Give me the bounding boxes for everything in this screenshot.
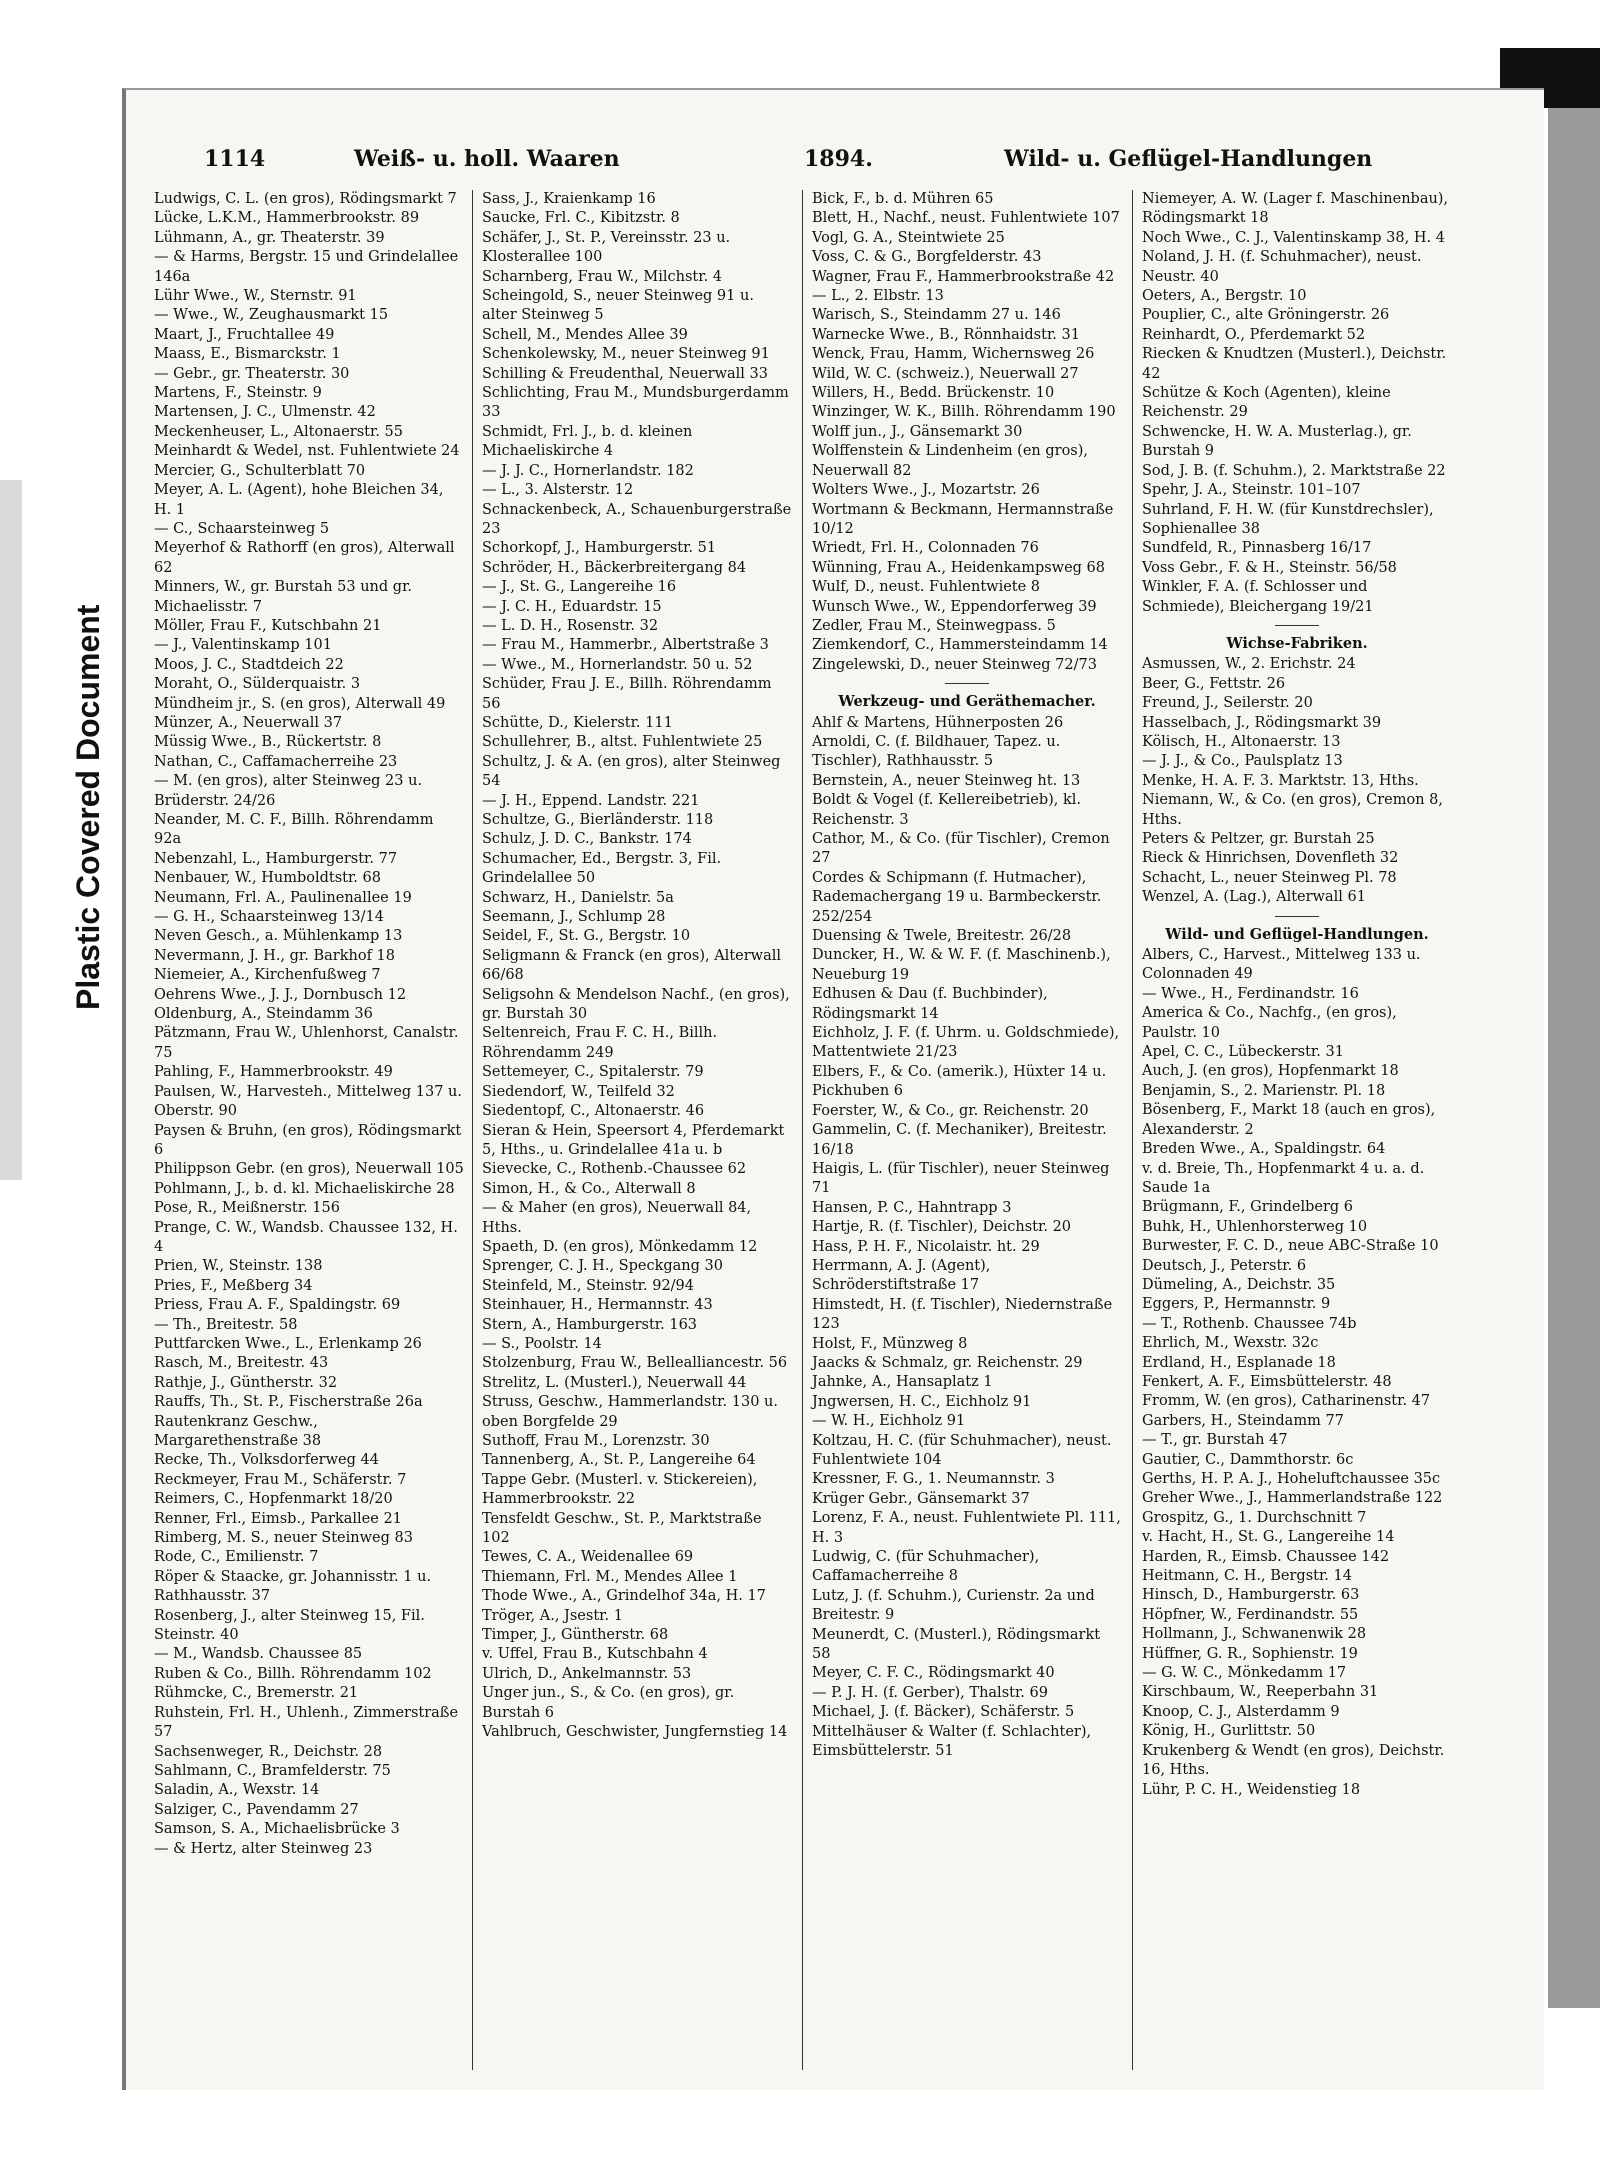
directory-entry: Rasch, M., Breitestr. 43 bbox=[154, 1355, 329, 1372]
directory-entry: Rode, C., Emilienstr. 7 bbox=[154, 1549, 319, 1566]
directory-entry: Reckmeyer, Frau M., Schäferstr. 7 bbox=[154, 1471, 407, 1488]
directory-entry: — J. H., Eppend. Landstr. 221 bbox=[482, 792, 700, 809]
directory-entry: Pohlmann, J., b. d. kl. Michaeliskirche 28 bbox=[154, 1180, 455, 1197]
header-left-title: Weiß- u. holl. Waaren bbox=[354, 146, 620, 172]
directory-entry: Wagner, Frau F., Hammerbrookstraße 42 bbox=[812, 268, 1115, 285]
directory-entry: Sprenger, C. J. H., Speckgang 30 bbox=[482, 1258, 723, 1275]
directory-entry: Maart, J., Fruchtallee 49 bbox=[154, 326, 335, 343]
directory-entry: Gautier, C., Dammthorstr. 6c bbox=[1142, 1451, 1354, 1468]
column-divider bbox=[1132, 190, 1133, 2070]
directory-entry: Seemann, J., Schlump 28 bbox=[482, 909, 666, 926]
directory-entry: Rathje, J., Güntherstr. 32 bbox=[154, 1374, 338, 1391]
directory-entry: Nathan, C., Caffamacherreihe 23 bbox=[154, 753, 398, 770]
directory-entry: Neander, M. C. F., Billh. Röhrendamm 92a bbox=[154, 812, 434, 848]
directory-entry: Sod, J. B. (f. Schuhm.), 2. Marktstraße 22 bbox=[1142, 462, 1446, 479]
directory-entry: Schnackenbeck, A., Schauenburgerstraße 23 bbox=[482, 501, 792, 537]
directory-entry: Lühr, P. C. H., Weidenstieg 18 bbox=[1142, 1781, 1361, 1798]
section-rule bbox=[1275, 916, 1319, 917]
directory-entry: Suhrland, F. H. W. (für Kunstdrechsler), Sophienallee 38 bbox=[1142, 501, 1434, 537]
directory-entry: — & Maher (en gros), Neuerwall 84, Hths. bbox=[482, 1200, 752, 1236]
directory-entry: Prange, C. W., Wandsb. Chaussee 132, H. 4 bbox=[154, 1219, 458, 1255]
directory-entry: Stern, A., Hamburgerstr. 163 bbox=[482, 1316, 698, 1333]
directory-entry: Neumann, Frl. A., Paulinenallee 19 bbox=[154, 889, 412, 906]
directory-entry: Wortmann & Beckmann, Hermannstraße 10/12 bbox=[812, 501, 1114, 537]
directory-entry: Voss, C. & G., Borgfelderstr. 43 bbox=[812, 249, 1042, 266]
directory-entry: Krukenberg & Wendt (en gros), Deichstr. 16, Hths. bbox=[1142, 1742, 1445, 1779]
directory-entry: Zedler, Frau M., Steinwegpass. 5 bbox=[812, 617, 1056, 634]
directory-entry: Lorenz, F. A., neust. Fuhlentwiete Pl. 111, H. 3 bbox=[812, 1510, 1121, 1546]
directory-entry: Ruben & Co., Billh. Röhrendamm 102 bbox=[154, 1665, 432, 1682]
directory-entry: Schütze & Koch (Agenten), kleine Reichenstr. 29 bbox=[1142, 385, 1391, 421]
directory-entry: Benjamin, S., 2. Marienstr. Pl. 18 bbox=[1142, 1082, 1386, 1099]
directory-entry: — Wwe., H., Ferdinandstr. 16 bbox=[1142, 985, 1359, 1002]
left-edge-shadow bbox=[0, 480, 22, 1180]
directory-entry: Salziger, C., Pavendamm 27 bbox=[154, 1801, 359, 1818]
directory-entry: Sachsenweger, R., Deichstr. 28 bbox=[154, 1743, 383, 1760]
directory-entry: Samson, S. A., Michaelisbrücke 3 bbox=[154, 1821, 400, 1838]
directory-entry: — J., St. G., Langereihe 16 bbox=[482, 579, 677, 596]
section-rule bbox=[945, 683, 989, 684]
directory-entry: Knoop, C. J., Alsterdamm 9 bbox=[1142, 1703, 1340, 1720]
directory-entry: Krüger Gebr., Gänsemarkt 37 bbox=[812, 1490, 1030, 1507]
column-divider bbox=[802, 190, 803, 2070]
directory-entry: Himstedt, H. (f. Tischler), Niedernstraße 123 bbox=[812, 1296, 1113, 1333]
directory-entry: Jahnke, A., Hansaplatz 1 bbox=[812, 1374, 993, 1391]
directory-entry: — J. J. C., Hornerlandstr. 182 bbox=[482, 462, 694, 479]
directory-entry: Hollmann, J., Schwanenwik 28 bbox=[1142, 1626, 1367, 1643]
directory-entry: Elbers, F., & Co. (amerik.), Hüxter 14 u. Pickhuben 6 bbox=[812, 1063, 1107, 1100]
directory-entry: Herrmann, A. J. (Agent), Schröderstiftstraße 17 bbox=[812, 1257, 991, 1294]
directory-entry: Sahlmann, C., Bramfelderstr. 75 bbox=[154, 1762, 391, 1779]
directory-entry: Gammelin, C. (f. Mechaniker), Breitestr. 16/18 bbox=[812, 1122, 1107, 1158]
directory-entry: Wenck, Frau, Hamm, Wichernsweg 26 bbox=[812, 346, 1095, 363]
directory-entry: Martensen, J. C., Ulmenstr. 42 bbox=[154, 404, 376, 421]
column-2 bbox=[482, 190, 792, 1743]
column-4 bbox=[1142, 190, 1452, 1800]
directory-entry: Seligmann & Franck (en gros), Alterwall 66/68 bbox=[482, 947, 781, 984]
directory-entry: — J., Valentinskamp 101 bbox=[154, 637, 332, 654]
directory-entry: Reinhardt, O., Pferdemarkt 52 bbox=[1142, 326, 1366, 343]
directory-entry: Zingelewski, D., neuer Steinweg 72/73 bbox=[812, 656, 1097, 673]
directory-entry: Schmidt, Frl. J., b. d. kleinen Michaeliskirche 4 bbox=[482, 423, 693, 460]
directory-entry: Beer, G., Fettstr. 26 bbox=[1142, 675, 1286, 692]
directory-entry: Warisch, S., Steindamm 27 u. 146 bbox=[812, 307, 1061, 324]
side-label: Plastic Covered Document bbox=[70, 604, 106, 1010]
page-header bbox=[204, 146, 1464, 182]
directory-entry: Nenbauer, W., Humboldtstr. 68 bbox=[154, 870, 381, 887]
directory-entry: Mercier, G., Schulterblatt 70 bbox=[154, 462, 366, 479]
directory-entry: Kölisch, H., Altonaerstr. 13 bbox=[1142, 733, 1341, 750]
directory-entry: Asmussen, W., 2. Erichstr. 24 bbox=[1142, 656, 1356, 673]
directory-entry: Schütte, D., Kielerstr. 111 bbox=[482, 714, 673, 731]
directory-entry: Jaacks & Schmalz, gr. Reichenstr. 29 bbox=[812, 1354, 1083, 1371]
directory-entry: Niemeyer, A. W. (Lager f. Maschinenbau), Rödingsmarkt 18 bbox=[1142, 191, 1449, 227]
directory-entry: Schwencke, H. W. A. Musterlag.), gr. Burstah 9 bbox=[1142, 423, 1412, 460]
directory-entry: Buhk, H., Uhlenhorsterweg 10 bbox=[1142, 1218, 1368, 1235]
directory-entry: — G. W. C., Mönkedamm 17 bbox=[1142, 1665, 1347, 1682]
directory-entry: Schullehrer, B., altst. Fuhlentwiete 25 bbox=[482, 734, 763, 751]
directory-entry: Oldenburg, A., Steindamm 36 bbox=[154, 1006, 373, 1023]
directory-entry: — G. H., Schaarsteinweg 13/14 bbox=[154, 909, 384, 926]
column-divider bbox=[472, 190, 473, 2070]
directory-entry: Hass, P. H. F., Nicolaistr. ht. 29 bbox=[812, 1238, 1040, 1255]
directory-entry: Tewes, C. A., Weidenallee 69 bbox=[482, 1549, 694, 1566]
directory-entry: Auch, J. (en gros), Hopfenmarkt 18 bbox=[1142, 1063, 1399, 1080]
directory-entry: Struss, Geschw., Hammerlandstr. 130 u. oben Borgfelde 29 bbox=[482, 1394, 778, 1430]
directory-entry: — L., 2. Elbstr. 13 bbox=[812, 288, 944, 305]
directory-entry: Nevermann, J. H., gr. Barkhof 18 bbox=[154, 947, 395, 964]
directory-entry: Cordes & Schipmann (f. Hutmacher), Rademachergang 19 u. Barmbeckerstr. 252/254 bbox=[812, 869, 1102, 925]
directory-entry: Bösenberg, F., Markt 18 (auch en gros), Alexanderstr. 2 bbox=[1142, 1102, 1436, 1138]
directory-entry: Hüffner, G. R., Sophienstr. 19 bbox=[1142, 1645, 1358, 1662]
directory-entry: Rühmcke, C., Bremerstr. 21 bbox=[154, 1685, 359, 1702]
directory-entry: — Frau M., Hammerbr., Albertstraße 3 bbox=[482, 637, 769, 654]
directory-entry: Meyerhof & Rathorff (en gros), Alterwall 62 bbox=[154, 540, 455, 576]
directory-entry: America & Co., Nachfg., (en gros), Paulstr. 10 bbox=[1142, 1005, 1397, 1041]
directory-entry: Lutz, J. (f. Schuhm.), Curienstr. 2a und Breitestr. 9 bbox=[812, 1587, 1095, 1624]
header-right-title: Wild- u. Geflügel-Handlungen bbox=[1004, 146, 1373, 172]
directory-entry: Maass, E., Bismarckstr. 1 bbox=[154, 346, 341, 363]
directory-entry: Münzer, A., Neuerwall 37 bbox=[154, 714, 343, 731]
directory-entry: Pose, R., Meißnerstr. 156 bbox=[154, 1200, 340, 1217]
directory-entry: — Wwe., W., Zeughausmarkt 15 bbox=[154, 307, 389, 324]
directory-entry: Mittelhäuser & Walter (f. Schlachter), Eimsbüttelerstr. 51 bbox=[812, 1723, 1092, 1760]
directory-entry: Steinfeld, M., Steinstr. 92/94 bbox=[482, 1277, 695, 1294]
directory-entry: Spaeth, D. (en gros), Mönkedamm 12 bbox=[482, 1238, 758, 1255]
directory-entry: Grospitz, G., 1. Durchschnitt 7 bbox=[1142, 1509, 1367, 1526]
directory-entry: Burwester, F. C. D., neue ABC-Straße 10 bbox=[1142, 1238, 1439, 1255]
directory-entry: Kressner, F. G., 1. Neumannstr. 3 bbox=[812, 1471, 1055, 1488]
directory-entry: Tröger, A., Jsestr. 1 bbox=[482, 1607, 623, 1624]
directory-entry: Lühmann, A., gr. Theaterstr. 39 bbox=[154, 229, 385, 246]
directory-entry: Blett, H., Nachf., neust. Fuhlentwiete 107 bbox=[812, 210, 1120, 227]
directory-entry: Unger jun., S., & Co. (en gros), gr. Burstah 6 bbox=[482, 1685, 735, 1721]
directory-entry: Peters & Peltzer, gr. Burstah 25 bbox=[1142, 831, 1375, 847]
directory-entry: Lühr Wwe., W., Sternstr. 91 bbox=[154, 288, 357, 305]
directory-entry: Ziemkendorf, C., Hammersteindamm 14 bbox=[812, 637, 1108, 654]
directory-entry: Winzinger, W. K., Billh. Röhrendamm 190 bbox=[812, 404, 1116, 421]
directory-entry: Ludwigs, C. L. (en gros), Rödingsmarkt 7 bbox=[154, 191, 457, 207]
directory-entry: Schorkopf, J., Hamburgerstr. 51 bbox=[482, 540, 717, 557]
directory-entry: Noland, J. H. (f. Schuhmacher), neust. Neustr. 40 bbox=[1142, 249, 1422, 285]
directory-entry: Schultze, G., Bierländerstr. 118 bbox=[482, 812, 714, 828]
directory-entry: Scharnberg, Frau W., Milchstr. 4 bbox=[482, 268, 723, 285]
directory-entry: Reimers, C., Hopfenmarkt 18/20 bbox=[154, 1491, 393, 1508]
directory-entry: Rosenberg, J., alter Steinweg 15, Fil. Steinstr. 40 bbox=[154, 1607, 425, 1644]
directory-entry: Oeters, A., Bergstr. 10 bbox=[1142, 288, 1307, 305]
directory-entry: Settemeyer, C., Spitalerstr. 79 bbox=[482, 1064, 704, 1081]
directory-entry: Wulf, D., neust. Fuhlentwiete 8 bbox=[812, 579, 1041, 596]
directory-entry: v. Uffel, Frau B., Kutschbahn 4 bbox=[482, 1646, 708, 1663]
directory-entry: Fenkert, A. F., Eimsbüttelerstr. 48 bbox=[1142, 1373, 1392, 1390]
directory-entry: Moos, J. C., Stadtdeich 22 bbox=[154, 656, 344, 673]
directory-entry: Breden Wwe., A., Spaldingstr. 64 bbox=[1142, 1141, 1386, 1158]
directory-entry: Schumacher, Ed., Bergstr. 3, Fil. Grindelallee 50 bbox=[482, 850, 722, 887]
directory-entry: Rieck & Hinrichsen, Dovenfleth 32 bbox=[1142, 850, 1399, 867]
directory-entry: Pätzmann, Frau W., Uhlenhorst, Canalstr. 75 bbox=[154, 1025, 459, 1061]
directory-entry: Michael, J. (f. Bäcker), Schäferstr. 5 bbox=[812, 1704, 1075, 1721]
directory-entry: — Gebr., gr. Theaterstr. 30 bbox=[154, 365, 350, 382]
directory-entry: Rimberg, M. S., neuer Steinweg 83 bbox=[154, 1530, 413, 1547]
directory-entry: Menke, H. A. F. 3. Marktstr. 13, Hths. bbox=[1142, 772, 1419, 789]
directory-entry: Moraht, O., Sülderquaistr. 3 bbox=[154, 676, 361, 693]
directory-entry: Lücke, L.K.M., Hammerbrookstr. 89 bbox=[154, 210, 420, 227]
directory-entry: Arnoldi, C. (f. Bildhauer, Tapez. u. Tischler), Rathhausstr. 5 bbox=[812, 733, 1061, 770]
directory-entry: Nebenzahl, L., Hamburgerstr. 77 bbox=[154, 850, 398, 867]
directory-entry: Minners, W., gr. Burstah 53 und gr. Michaelisstr. 7 bbox=[154, 579, 413, 615]
directory-entry: Meyer, C. F. C., Rödingsmarkt 40 bbox=[812, 1665, 1055, 1682]
directory-entry: Ehrlich, M., Wexstr. 32c bbox=[1142, 1335, 1319, 1352]
directory-entry: Foerster, W., & Co., gr. Reichenstr. 20 bbox=[812, 1102, 1089, 1119]
directory-entry: Brügmann, F., Grindelberg 6 bbox=[1142, 1199, 1354, 1216]
directory-entry: v. d. Breie, Th., Hopfenmarkt 4 u. a. d. Saude 1a bbox=[1142, 1160, 1425, 1196]
directory-entry: Paulsen, W., Harvesteh., Mittelweg 137 u. Oberstr. 90 bbox=[154, 1083, 462, 1120]
directory-entry: Seidel, F., St. G., Bergstr. 10 bbox=[482, 928, 691, 945]
directory-entry: Willers, H., Bedd. Brückenstr. 10 bbox=[812, 385, 1055, 402]
directory-entry: Koltzau, H. C. (für Schuhmacher), neust. Fuhlentwiete 104 bbox=[812, 1432, 1112, 1468]
directory-entry: Wunsch Wwe., W., Eppendorferweg 39 bbox=[812, 598, 1097, 615]
directory-entry: Deutsch, J., Peterstr. 6 bbox=[1142, 1257, 1307, 1274]
directory-entry: Rauffs, Th., St. P., Fischerstraße 26a bbox=[154, 1394, 423, 1411]
directory-entry: — S., Poolstr. 14 bbox=[482, 1335, 602, 1352]
directory-entry: Sundfeld, R., Pinnasberg 16/17 bbox=[1142, 540, 1372, 557]
directory-entry: Heitmann, C. H., Bergstr. 14 bbox=[1142, 1568, 1352, 1585]
directory-entry: Meunerdt, C. (Musterl.), Rödingsmarkt 58 bbox=[812, 1626, 1101, 1663]
directory-entry: Pahling, F., Hammerbrookstr. 49 bbox=[154, 1064, 393, 1081]
directory-entry: Simon, H., & Co., Alterwall 8 bbox=[482, 1180, 696, 1197]
directory-entry: Höpfner, W., Ferdinandstr. 55 bbox=[1142, 1606, 1359, 1623]
directory-entry: Haigis, L. (für Tischler), neuer Steinweg 71 bbox=[812, 1160, 1110, 1197]
directory-entry: Schilling & Freudenthal, Neuerwall 33 bbox=[482, 365, 768, 382]
directory-entry: Scheingold, S., neuer Steinweg 91 u. alter Steinweg 5 bbox=[482, 288, 754, 324]
directory-entry: Schröder, H., Bäckerbreitergang 84 bbox=[482, 559, 747, 576]
directory-entry: Wolffenstein & Lindenheim (en gros), Neuerwall 82 bbox=[812, 443, 1089, 479]
directory-entry: Holst, F., Münzweg 8 bbox=[812, 1335, 968, 1352]
column-1 bbox=[154, 190, 464, 1859]
directory-entry: Fromm, W. (en gros), Catharinenstr. 47 bbox=[1142, 1393, 1431, 1410]
directory-entry: Bernstein, A., neuer Steinweg ht. 13 bbox=[812, 772, 1081, 789]
directory-entry: Cathor, M., & Co. (für Tischler), Cremon 27 bbox=[812, 831, 1110, 867]
directory-entry: Martens, F., Steinstr. 9 bbox=[154, 385, 322, 402]
directory-entry: Steinhauer, H., Hermannstr. 43 bbox=[482, 1297, 713, 1314]
directory-entry: Ludwig, C. (für Schuhmacher), Caffamacherreihe 8 bbox=[812, 1549, 1040, 1585]
directory-entry: Meinhardt & Wedel, nst. Fuhlentwiete 24 bbox=[154, 443, 460, 460]
directory-entry: Hartje, R. (f. Tischler), Deichstr. 20 bbox=[812, 1219, 1072, 1236]
directory-entry: Siedentopf, C., Altonaerstr. 46 bbox=[482, 1103, 705, 1120]
directory-entry: Schulz, J. D. C., Bankstr. 174 bbox=[482, 831, 692, 848]
directory-entry: Apel, C. C., Lübeckerstr. 31 bbox=[1142, 1044, 1344, 1061]
directory-entry: Winkler, F. A. (f. Schlosser und Schmiede), Bleichergang 19/21 bbox=[1142, 579, 1374, 615]
directory-entry: Philippson Gebr. (en gros), Neuerwall 105 bbox=[154, 1161, 464, 1178]
directory-entry: — J. C. H., Eduardstr. 15 bbox=[482, 598, 662, 615]
directory-entry: Sass, J., Kraienkamp 16 bbox=[482, 191, 656, 207]
directory-entry: Suthoff, Frau M., Lorenzstr. 30 bbox=[482, 1433, 710, 1449]
directory-entry: Rautenkranz Geschw., Margarethenstraße 38 bbox=[154, 1413, 322, 1449]
directory-entry: Eichholz, J. F. (f. Uhrm. u. Goldschmiede), Mattentwiete 21/23 bbox=[812, 1025, 1120, 1061]
directory-entry: Strelitz, L. (Musterl.), Neuerwall 44 bbox=[482, 1374, 747, 1391]
directory-entry: Niemeier, A., Kirchenfußweg 7 bbox=[154, 967, 381, 984]
directory-entry: Wolff jun., J., Gänsemarkt 30 bbox=[812, 423, 1023, 440]
directory-entry: Hansen, P. C., Hahntrapp 3 bbox=[812, 1199, 1012, 1216]
directory-entry: Ruhstein, Frl. H., Uhlenh., Zimmerstraße 57 bbox=[154, 1704, 459, 1741]
directory-entry: Gerths, H. P. A. J., Hoheluftchaussee 35c bbox=[1142, 1471, 1441, 1487]
directory-entry: Röper & Staacke, gr. Johannisstr. 1 u. Rathhausstr. 37 bbox=[154, 1568, 432, 1605]
directory-entry: Riecken & Knudtzen (Musterl.), Deichstr. 42 bbox=[1142, 346, 1447, 382]
directory-page bbox=[122, 88, 1544, 2090]
directory-entry: Bick, F., b. d. Mühren 65 bbox=[812, 191, 994, 207]
directory-entry: Oehrens Wwe., J. J., Dornbusch 12 bbox=[154, 986, 407, 1003]
directory-entry: Puttfarcken Wwe., L., Erlenkamp 26 bbox=[154, 1335, 422, 1352]
directory-entry: Stolzenburg, Frau W., Bellealliancestr. 56 bbox=[482, 1355, 788, 1372]
directory-entry: — L. D. H., Rosenstr. 32 bbox=[482, 617, 659, 634]
directory-entry: Wolters Wwe., J., Mozartstr. 26 bbox=[812, 482, 1040, 499]
directory-entry: — L., 3. Alsterstr. 12 bbox=[482, 482, 634, 499]
directory-entry: Prien, W., Steinstr. 138 bbox=[154, 1258, 323, 1275]
directory-entry: Harden, R., Eimsb. Chaussee 142 bbox=[1142, 1548, 1390, 1565]
directory-entry: Seligsohn & Mendelson Nachf., (en gros), gr. Burstah 30 bbox=[482, 986, 790, 1023]
directory-entry: Sieran & Hein, Speersort 4, Pferdemarkt 5, Hths., u. Grindelallee 41a u. b bbox=[482, 1122, 785, 1158]
directory-entry: Warnecke Wwe., B., Rönnhaidstr. 31 bbox=[812, 326, 1080, 343]
directory-entry: Schenkolewsky, M., neuer Steinweg 91 bbox=[482, 346, 770, 363]
directory-entry: Garbers, H., Steindamm 77 bbox=[1142, 1412, 1344, 1429]
directory-entry: Schell, M., Mendes Allee 39 bbox=[482, 326, 688, 343]
directory-entry: Voss Gebr., F. & H., Steinstr. 56/58 bbox=[1142, 559, 1397, 576]
directory-entry: Timper, J., Güntherstr. 68 bbox=[482, 1627, 669, 1644]
section-heading: Wichse-Fabriken. bbox=[1226, 634, 1368, 652]
directory-entry: — P. J. H. (f. Gerber), Thalstr. 69 bbox=[812, 1684, 1048, 1701]
directory-entry: Müssig Wwe., B., Rückertstr. 8 bbox=[154, 734, 382, 751]
directory-entry: Schultz, J. & A. (en gros), alter Steinweg 54 bbox=[482, 753, 781, 790]
section-rule bbox=[1275, 625, 1319, 626]
directory-entry: Priess, Frau A. F., Spaldingstr. 69 bbox=[154, 1297, 401, 1314]
header-year: 1894. bbox=[804, 146, 873, 172]
directory-entry: Edhusen & Dau (f. Buchbinder), Rödingsmarkt 14 bbox=[812, 986, 1048, 1022]
directory-entry: Greher Wwe., J., Hammerlandstraße 122 bbox=[1142, 1490, 1443, 1507]
directory-entry: Wriedt, Frl. H., Colonnaden 76 bbox=[812, 540, 1039, 557]
directory-entry: Vahlbruch, Geschwister, Jungfernstieg 14 bbox=[482, 1724, 788, 1741]
directory-entry: — T., gr. Burstah 47 bbox=[1142, 1432, 1288, 1449]
page-number: 1114 bbox=[204, 146, 266, 172]
directory-entry: Dümeling, A., Deichstr. 35 bbox=[1142, 1276, 1336, 1293]
directory-entry: Jngwersen, H. C., Eichholz 91 bbox=[812, 1393, 1032, 1410]
directory-entry: Seltenreich, Frau F. C. H., Billh. Röhrendamm 249 bbox=[482, 1025, 718, 1061]
directory-entry: Noch Wwe., C. J., Valentinskamp 38, H. 4 bbox=[1142, 229, 1445, 246]
directory-entry: Thode Wwe., A., Grindelhof 34a, H. 17 bbox=[482, 1588, 766, 1605]
section-heading: Werkzeug- und Geräthemacher. bbox=[838, 693, 1096, 711]
directory-entry: Meyer, A. L. (Agent), hohe Bleichen 34, H. 1 bbox=[154, 482, 444, 518]
directory-entry: — M., Wandsb. Chaussee 85 bbox=[154, 1646, 363, 1663]
directory-entry: König, H., Gurlittstr. 50 bbox=[1142, 1723, 1316, 1740]
directory-entry: Saucke, Frl. C., Kibitzstr. 8 bbox=[482, 210, 680, 227]
directory-entry: Niemann, W., & Co. (en gros), Cremon 8, Hths. bbox=[1142, 792, 1444, 828]
directory-entry: Thiemann, Frl. M., Mendes Allee 1 bbox=[482, 1568, 738, 1585]
directory-entry: Meckenheuser, L., Altonaerstr. 55 bbox=[154, 423, 403, 440]
directory-entry: Paysen & Bruhn, (en gros), Rödingsmarkt 6 bbox=[154, 1122, 462, 1158]
directory-entry: Sievecke, C., Rothenb.-Chaussee 62 bbox=[482, 1161, 747, 1178]
directory-entry: Wünning, Frau A., Heidenkampsweg 68 bbox=[812, 559, 1105, 576]
directory-entry: — J. J., & Co., Paulsplatz 13 bbox=[1142, 753, 1343, 770]
directory-entry: — Th., Breitestr. 58 bbox=[154, 1316, 298, 1333]
directory-entry: — & Harms, Bergstr. 15 und Grindelallee 146a bbox=[154, 249, 459, 285]
directory-entry: Mündheim jr., S. (en gros), Alterwall 49 bbox=[154, 695, 446, 712]
directory-entry: Albers, C., Harvest., Mittelweg 133 u. Colonnaden 49 bbox=[1142, 947, 1421, 983]
directory-entry: Recke, Th., Volksdorferweg 44 bbox=[154, 1452, 379, 1469]
directory-entry: Freund, J., Seilerstr. 20 bbox=[1142, 695, 1313, 712]
directory-entry: Ahlf & Martens, Hühnerposten 26 bbox=[812, 714, 1064, 731]
directory-entry: — & Hertz, alter Steinweg 23 bbox=[154, 1840, 373, 1857]
right-edge-grey bbox=[1548, 108, 1600, 2008]
directory-entry: Tensfeldt Geschw., St. P., Marktstraße 102 bbox=[482, 1510, 762, 1547]
directory-entry: Renner, Frl., Eimsb., Parkallee 21 bbox=[154, 1510, 402, 1527]
directory-entry: — C., Schaarsteinweg 5 bbox=[154, 520, 330, 537]
directory-entry: Hasselbach, J., Rödingsmarkt 39 bbox=[1142, 714, 1382, 731]
directory-entry: Tannenberg, A., St. P., Langereihe 64 bbox=[482, 1452, 756, 1469]
directory-entry: Neven Gesch., a. Mühlenkamp 13 bbox=[154, 928, 403, 945]
directory-entry: Schäfer, J., St. P., Vereinsstr. 23 u. Klosterallee 100 bbox=[482, 229, 731, 266]
directory-entry: Schlichting, Frau M., Mundsburgerdamm 33 bbox=[482, 385, 789, 421]
directory-entry: Schwarz, H., Danielstr. 5a bbox=[482, 889, 674, 906]
directory-entry: Eggers, P., Hermannstr. 9 bbox=[1142, 1296, 1331, 1313]
directory-entry: Spehr, J. A., Steinstr. 101–107 bbox=[1142, 482, 1361, 499]
directory-entry: Boldt & Vogel (f. Kellereibetrieb), kl. Reichenstr. 3 bbox=[812, 792, 1082, 828]
directory-entry: Duncker, H., W. & W. F. (f. Maschinenb.), Neueburg 19 bbox=[812, 947, 1111, 983]
section-heading: Wild- und Geflügel-Handlungen. bbox=[1165, 925, 1429, 943]
directory-entry: Wenzel, A. (Lag.), Alterwall 61 bbox=[1142, 889, 1366, 906]
directory-entry: Siedendorf, W., Teilfeld 32 bbox=[482, 1083, 675, 1100]
directory-entry: Erdland, H., Esplanade 18 bbox=[1142, 1354, 1336, 1371]
directory-entry: Pouplier, C., alte Gröningerstr. 26 bbox=[1142, 307, 1390, 324]
directory-entry: — M. (en gros), alter Steinweg 23 u. Brüderstr. 24/26 bbox=[154, 773, 423, 809]
directory-entry: Schacht, L., neuer Steinweg Pl. 78 bbox=[1142, 869, 1397, 886]
directory-entry: — W. H., Eichholz 91 bbox=[812, 1413, 966, 1430]
directory-entry: Tappe Gebr. (Musterl. v. Stickereien), Hammerbrookstr. 22 bbox=[482, 1471, 758, 1508]
directory-entry: — T., Rothenb. Chaussee 74b bbox=[1142, 1315, 1357, 1332]
directory-entry: Kirschbaum, W., Reeperbahn 31 bbox=[1142, 1684, 1379, 1701]
directory-entry: Pries, F., Meßberg 34 bbox=[154, 1277, 313, 1294]
directory-entry: Ulrich, D., Ankelmannstr. 53 bbox=[482, 1665, 692, 1682]
directory-entry: Wild, W. C. (schweiz.), Neuerwall 27 bbox=[812, 365, 1079, 382]
directory-entry: Vogl, G. A., Steintwiete 25 bbox=[812, 229, 1005, 246]
directory-entry: — Wwe., M., Hornerlandstr. 50 u. 52 bbox=[482, 656, 753, 673]
directory-entry: Hinsch, D., Hamburgerstr. 63 bbox=[1142, 1587, 1360, 1604]
directory-entry: v. Hacht, H., St. G., Langereihe 14 bbox=[1142, 1529, 1395, 1546]
directory-entry: Möller, Frau F., Kutschbahn 21 bbox=[154, 617, 382, 634]
directory-entry: Duensing & Twele, Breitestr. 26/28 bbox=[812, 928, 1072, 945]
directory-entry: Saladin, A., Wexstr. 14 bbox=[154, 1782, 320, 1799]
directory-entry: Schüder, Frau J. E., Billh. Röhrendamm 56 bbox=[482, 676, 772, 712]
column-3 bbox=[812, 190, 1122, 1762]
